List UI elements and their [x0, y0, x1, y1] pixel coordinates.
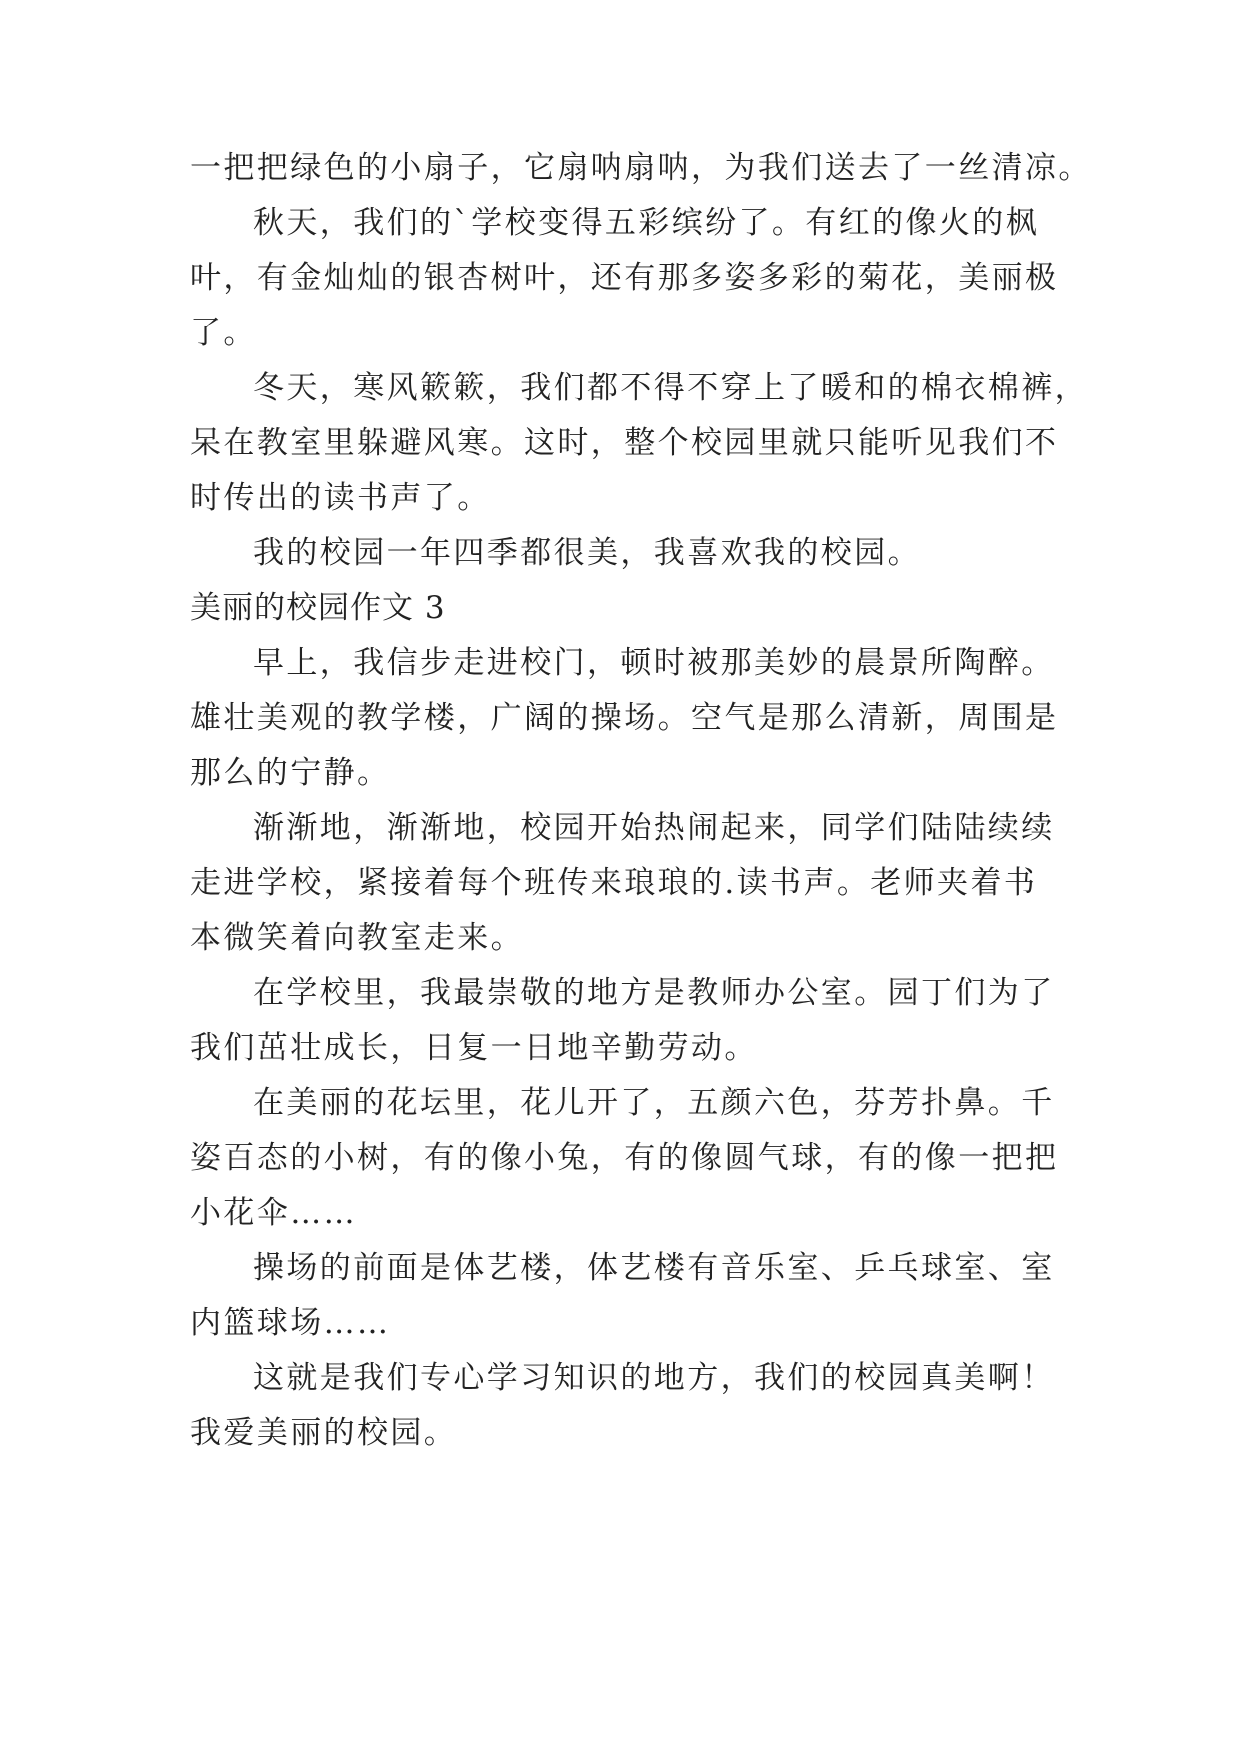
text-line: 秋天，我们的`学校变得五彩缤纷了。有红的像火的枫 [253, 205, 1040, 241]
text-line: 时传出的读书声了。 [190, 480, 491, 516]
text-line: 一把把绿色的小扇子，它扇呐扇呐，为我们送去了一丝清凉。 [190, 150, 1092, 186]
text-line: 姿百态的小树，有的像小兔，有的像圆气球，有的像一把把 [190, 1140, 1059, 1176]
text-line: 呆在教室里躲避风寒。这时，整个校园里就只能听见我们不 [190, 425, 1059, 461]
text-line: 早上，我信步走进校门，顿时被那美妙的晨景所陶醉。 [253, 645, 1055, 681]
text-line: 那么的宁静。 [190, 755, 391, 791]
text-line: 操场的前面是体艺楼，体艺楼有音乐室、乒乓球室、室 [253, 1250, 1055, 1286]
text-line: 小花伞…… [190, 1195, 357, 1231]
text-line: 叶，有金灿灿的银杏树叶，还有那多姿多彩的菊花，美丽极 [190, 260, 1059, 296]
text-line: 我爱美丽的校园。 [190, 1415, 458, 1451]
text-line: 了。 [190, 315, 257, 351]
text-line: 内篮球场…… [190, 1305, 391, 1341]
text-line: 雄壮美观的教学楼，广阔的操场。空气是那么清新，周围是 [190, 700, 1059, 736]
text-line: 我的校园一年四季都很美，我喜欢我的校园。 [253, 535, 921, 571]
text-line: 走进学校，紧接着每个班传来琅琅的.读书声。老师夹着书 [190, 865, 1038, 901]
text-line: 渐渐地，渐渐地，校园开始热闹起来，同学们陆陆续续 [253, 810, 1055, 846]
text-line: 我们茁壮成长，日复一日地辛勤劳动。 [190, 1030, 758, 1066]
text-line: 这就是我们专心学习知识的地方，我们的校园真美啊！ [253, 1360, 1055, 1396]
text-line: 本微笑着向教室走来。 [190, 920, 524, 956]
text-line: 冬天，寒风簌簌，我们都不得不穿上了暖和的棉衣棉裤， [253, 370, 1088, 406]
text-line: 在美丽的花坛里，花儿开了，五颜六色，芬芳扑鼻。千 [253, 1085, 1055, 1121]
text-line: 在学校里，我最崇敬的地方是教师办公室。园丁们为了 [253, 975, 1055, 1011]
section-heading: 美丽的校园作文 3 [190, 590, 446, 626]
